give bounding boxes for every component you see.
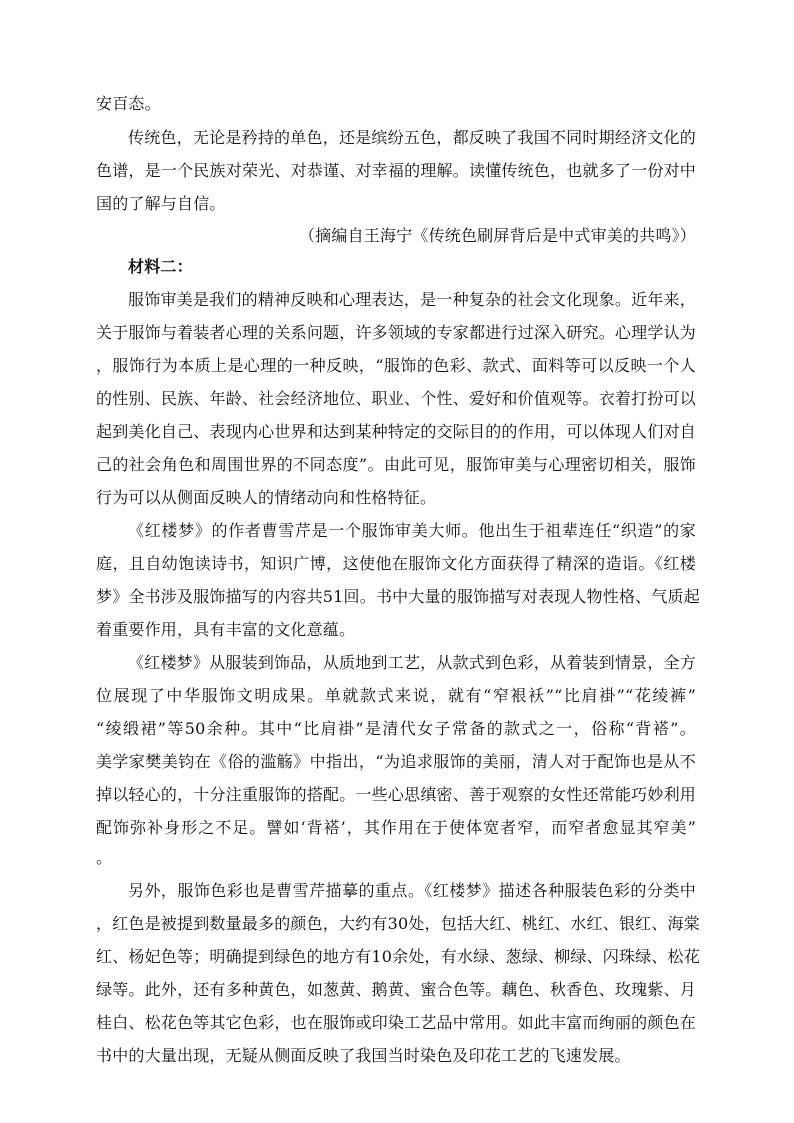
text-line: 位展现了中华服饰文明成果。单就款式来说，就有“窄裉袄”“比肩褂”“花绫裤” [96,686,696,705]
text-line: 庭，且自幼饱读诗书，知识广博，这使他在服饰文化方面获得了精深的造诣。《红楼 [96,554,696,573]
text-line: 桂白、松花色等其它色彩，也在服饰或印染工艺品中常用。如此丰富而绚丽的颜色在 [96,1013,696,1032]
text-line: ，红色是被提到数量最多的颜色，大约有30处，包括大红、桃红、水红、银红、海棠 [96,914,700,933]
text-line: 。 [96,848,113,867]
text-line: 行为可以从侧面反映人的情绪动向和性格特征。 [96,488,437,507]
text-line: 服饰审美是我们的精神反映和心理表达，是一种复杂的社会文化现象。近年来， [128,290,696,309]
text-line: 《红楼梦》的作者曹雪芹是一个服饰审美大师。他出生于祖辈连任“织造”的家 [128,521,696,540]
text-line: 的性别、民族、年龄、社会经济地位、职业、个性、爱好和价值观等。衣着打扮可以 [96,389,696,408]
text-line: 梦》全书涉及服饰描写的内容共51回。书中大量的服饰描写对表现人物性格、气质起 [96,587,700,606]
text-line: 掉以轻心的，十分注重服饰的搭配。一些心思缜密、善于观察的女性还常能巧妙利用 [96,785,696,804]
source-citation: （摘编自王海宁《传统色刷屏背后是中式审美的共鸣》） [298,226,696,245]
section-heading: 材料二： [128,257,193,276]
text-line: 《红楼梦》从服装到饰品，从质地到工艺，从款式到色彩，从着装到情景，全方 [128,653,696,672]
text-line: 配饰弥补身形之不足。譬如‘背褡’，其作用在于使体宽者窄，而窄者愈显其窄美” [96,818,696,837]
text-line: 色谱，是一个民族对荣光、对恭谨、对幸福的理解。读懂传统色，也就多了一份对中 [96,161,696,180]
text-line: 安百态。 [96,94,161,113]
text-line: ，服饰行为本质上是心理的一种反映，“服饰的色彩、款式、面料等可以反映一个人 [96,356,696,375]
text-line: 另外，服饰色彩也是曹雪芹描摹的重点。《红楼梦》描述各种服装色彩的分类中 [128,881,696,900]
text-line: 起到美化自己、表现内心世界和达到某种特定的交际目的的作用，可以体现人们对自 [96,422,696,441]
text-line: 传统色，无论是矜持的单色，还是缤纷五色，都反映了我国不同时期经济文化的 [128,128,696,147]
text-line: 美学家樊美钧在《俗的滥觞》中指出，“为追求服饰的美丽，清人对于配饰也是从不 [96,752,696,771]
text-line: 己的社会角色和周围世界的不同态度”。由此可见，服饰审美与心理密切相关，服饰 [96,455,696,474]
text-line: 书中的大量出现，无疑从侧面反映了我国当时染色及印花工艺的飞速发展。 [96,1046,631,1065]
text-line: 国的了解与自信。 [96,194,226,213]
text-line: 着重要作用，具有丰富的文化意蕴。 [96,620,356,639]
text-line: 红、杨妃色等；明确提到绿色的地方有10余处，有水绿、葱绿、柳绿、闪珠绿、松花 [96,947,700,966]
text-line: 关于服饰与着装者心理的关系问题，许多领域的专家都进行过深入研究。心理学认为 [96,323,696,342]
text-line: “绫缎裙”等50余种。其中“比肩褂”是清代女子常备的款式之一，俗称“背褡”。 [96,719,696,738]
text-line: 绿等。此外，还有多种黄色，如葱黄、鹅黄、蜜合色等。藕色、秋香色、玫瑰紫、月 [96,980,696,999]
